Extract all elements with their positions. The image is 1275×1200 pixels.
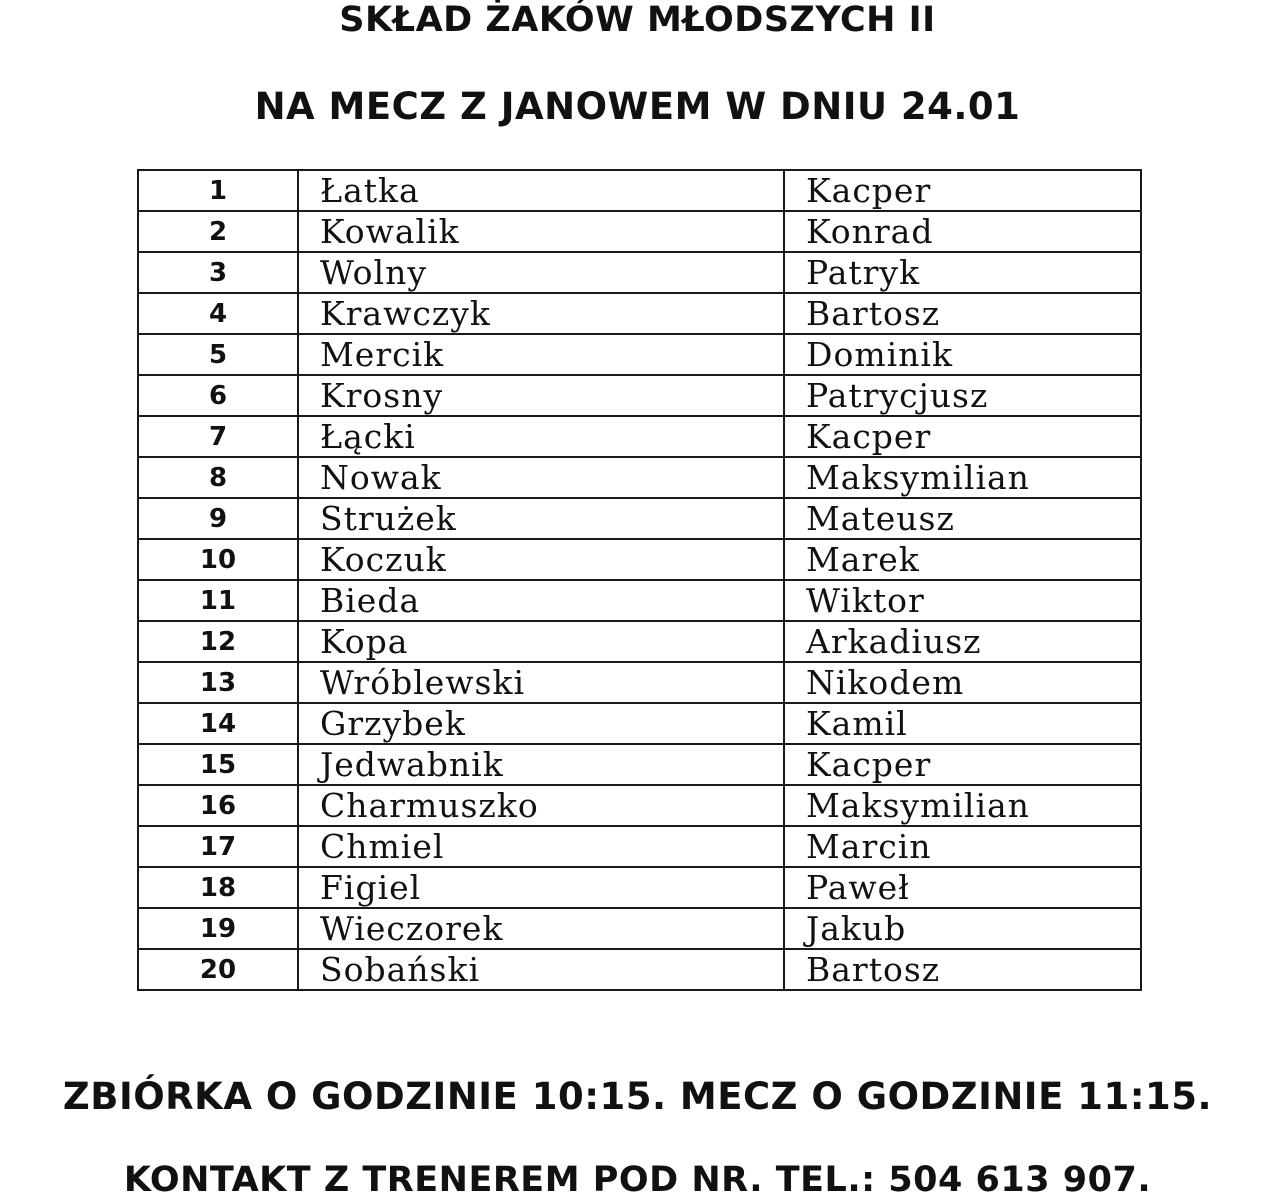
player-surname: Charmuszko [298, 785, 784, 826]
player-first-name: Mateusz [784, 498, 1141, 539]
roster-row [138, 908, 1141, 949]
player-first-name: Patrycjusz [784, 375, 1141, 416]
player-number: 7 [138, 416, 298, 457]
player-first-name: Wiktor [784, 580, 1141, 621]
player-number: 6 [138, 375, 298, 416]
player-number: 19 [138, 908, 298, 949]
roster-row [138, 252, 1141, 293]
player-surname: Koczuk [298, 539, 784, 580]
player-number: 2 [138, 211, 298, 252]
player-surname: Wróblewski [298, 662, 784, 703]
player-first-name: Dominik [784, 334, 1141, 375]
player-number: 12 [138, 621, 298, 662]
player-number: 14 [138, 703, 298, 744]
player-number: 9 [138, 498, 298, 539]
roster-table [137, 169, 1142, 991]
player-first-name: Maksymilian [784, 785, 1141, 826]
player-number: 3 [138, 252, 298, 293]
contact-note: KONTAKT Z TRENEREM POD NR. TEL.: 504 613 907. [123, 1160, 1152, 1200]
roster-row [138, 170, 1141, 211]
roster-row [138, 580, 1141, 621]
player-surname: Krawczyk [298, 293, 784, 334]
player-surname: Jedwabnik [298, 744, 784, 785]
roster-row [138, 375, 1141, 416]
player-number: 8 [138, 457, 298, 498]
player-surname: Krosny [298, 375, 784, 416]
player-first-name: Marek [784, 539, 1141, 580]
player-surname: Mercik [298, 334, 784, 375]
player-number: 11 [138, 580, 298, 621]
roster-row [138, 211, 1141, 252]
player-first-name: Maksymilian [784, 457, 1141, 498]
player-surname: Bieda [298, 580, 784, 621]
roster-row [138, 539, 1141, 580]
player-surname: Łatka [298, 170, 784, 211]
player-first-name: Patryk [784, 252, 1141, 293]
player-first-name: Bartosz [784, 293, 1141, 334]
roster-row [138, 744, 1141, 785]
player-number: 10 [138, 539, 298, 580]
player-surname: Wolny [298, 252, 784, 293]
player-surname: Łącki [298, 416, 784, 457]
player-surname: Grzybek [298, 703, 784, 744]
roster-row [138, 416, 1141, 457]
player-first-name: Kacper [784, 416, 1141, 457]
player-surname: Nowak [298, 457, 784, 498]
player-number: 20 [138, 949, 298, 990]
roster-row [138, 703, 1141, 744]
player-number: 1 [138, 170, 298, 211]
player-first-name: Kamil [784, 703, 1141, 744]
roster-row [138, 785, 1141, 826]
player-number: 4 [138, 293, 298, 334]
player-number: 18 [138, 867, 298, 908]
roster-row [138, 662, 1141, 703]
player-surname: Wieczorek [298, 908, 784, 949]
player-number: 13 [138, 662, 298, 703]
player-number: 15 [138, 744, 298, 785]
roster-row [138, 826, 1141, 867]
player-number: 17 [138, 826, 298, 867]
player-first-name: Kacper [784, 170, 1141, 211]
player-surname: Chmiel [298, 826, 784, 867]
player-surname: Strużek [298, 498, 784, 539]
player-first-name: Paweł [784, 867, 1141, 908]
player-surname: Sobański [298, 949, 784, 990]
player-first-name: Bartosz [784, 949, 1141, 990]
player-number: 5 [138, 334, 298, 375]
page-title: SKŁAD ŻAKÓW MŁODSZYCH II [339, 0, 936, 40]
player-first-name: Marcin [784, 826, 1141, 867]
player-number: 16 [138, 785, 298, 826]
roster-row [138, 334, 1141, 375]
player-first-name: Kacper [784, 744, 1141, 785]
roster-row [138, 949, 1141, 990]
roster-row [138, 498, 1141, 539]
roster-row [138, 621, 1141, 662]
roster-row [138, 867, 1141, 908]
player-first-name: Nikodem [784, 662, 1141, 703]
player-first-name: Jakub [784, 908, 1141, 949]
player-first-name: Konrad [784, 211, 1141, 252]
player-surname: Figiel [298, 867, 784, 908]
player-first-name: Arkadiusz [784, 621, 1141, 662]
player-surname: Kopa [298, 621, 784, 662]
roster-row [138, 293, 1141, 334]
schedule-note: ZBIÓRKA O GODZINIE 10:15. MECZ O GODZINIE 11:15. [62, 1075, 1213, 1118]
roster-row [138, 457, 1141, 498]
page-subtitle: NA MECZ Z JANOWEM W DNIU 24.01 [254, 85, 1021, 128]
roster-table-body [138, 170, 1141, 990]
player-surname: Kowalik [298, 211, 784, 252]
